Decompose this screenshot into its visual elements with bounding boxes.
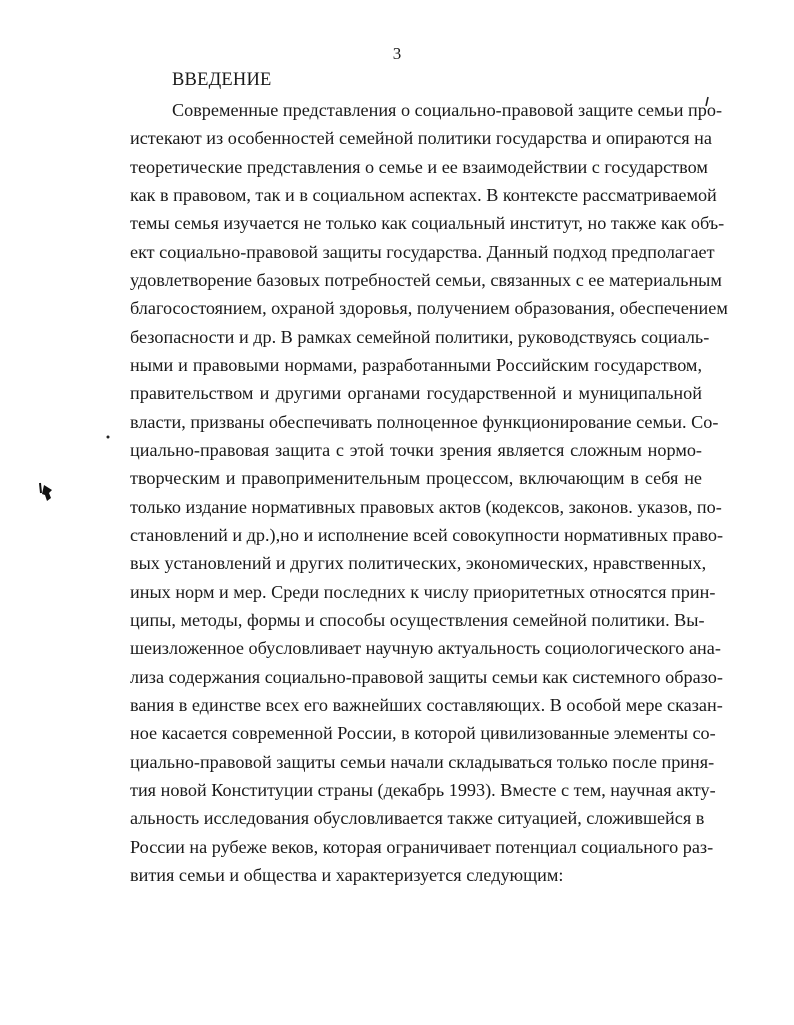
paragraph-line: шеизложенное обусловливает научную актуальность социологического ана-	[130, 638, 721, 658]
paragraph-line: удовлетворение базовых потребностей семьи, связанных с ее материальным	[130, 270, 722, 290]
paragraph-line: вых установлений и других политических, экономических, нравственных,	[130, 553, 707, 573]
paragraph-line: как в правовом, так и в социальном аспектах. В контексте рассматриваемой	[130, 185, 717, 205]
paragraph-line: вания в единстве всех его важнейших составляющих. В особой мере сказан-	[130, 695, 723, 715]
paragraph-line: творческим и правоприменительным процессом, включающим в себя не	[130, 468, 702, 488]
paragraph-line: теоретические представления о семье и ее взаимодействии с государством	[130, 157, 708, 177]
paragraph-line: тия новой Конституции страны (декабрь 1993). Вместе с тем, научная акту-	[130, 780, 716, 800]
paragraph-line: истекают из особенностей семейной политики государства и опираются на	[130, 128, 712, 148]
scan-speck-mark	[105, 433, 111, 441]
paragraph-line: темы семья изучается не только как социальный институт, но также как объ-	[130, 213, 725, 233]
paragraph-line: России на рубеже веков, которая ограничивает потенциал социального раз-	[130, 837, 714, 857]
paragraph-line: правительством и другими органами государственной и муниципальной	[130, 383, 702, 403]
page-number: 3	[392, 44, 402, 63]
paragraph-line: циально-правовой защиты семьи начали складываться только после приня-	[130, 752, 715, 772]
scan-speck-mark	[703, 96, 711, 110]
paragraph-line: только издание нормативных правовых актов (кодексов, законов. указов, по-	[130, 497, 722, 517]
scan-blot-mark	[37, 481, 57, 505]
paragraph-line: становлений и др.),но и исполнение всей совокупности нормативных право-	[130, 525, 724, 545]
paragraph-line: лиза содержания социально-правовой защиты семьи как системного образо-	[130, 667, 723, 687]
paragraph-line: благосостоянием, охраной здоровья, получением образования, обеспечением	[130, 298, 728, 318]
paragraph-line: ципы, методы, формы и способы осуществления семейной политики. Вы-	[130, 610, 705, 630]
paragraph-line: ект социально-правовой защиты государства. Данный подход предполагает	[130, 242, 715, 262]
paragraph-line: ными и правовыми нормами, разработанными Российским государством,	[130, 355, 702, 375]
paragraph-line: ное касается современной России, в которой цивилизованные элементы со-	[130, 723, 716, 743]
paragraph-line: иных норм и мер. Среди последних к числу приоритетных относятся прин-	[130, 582, 716, 602]
section-heading: ВВЕДЕНИЕ	[172, 70, 272, 90]
paragraph-line: циально-правовая защита с этой точки зрения является сложным нормо-	[130, 440, 702, 460]
paragraph-line: Современные представления о социально-правовой защите семьи про-	[172, 100, 723, 120]
paragraph-line: вития семьи и общества и характеризуется следующим:	[130, 865, 564, 885]
paragraph-line: альность исследования обусловливается также ситуацией, сложившейся в	[130, 808, 705, 828]
paragraph-line: власти, призваны обеспечивать полноценное функционирование семьи. Со-	[130, 412, 719, 432]
paragraph-line: безопасности и др. В рамках семейной политики, руководствуясь социаль-	[130, 327, 710, 347]
